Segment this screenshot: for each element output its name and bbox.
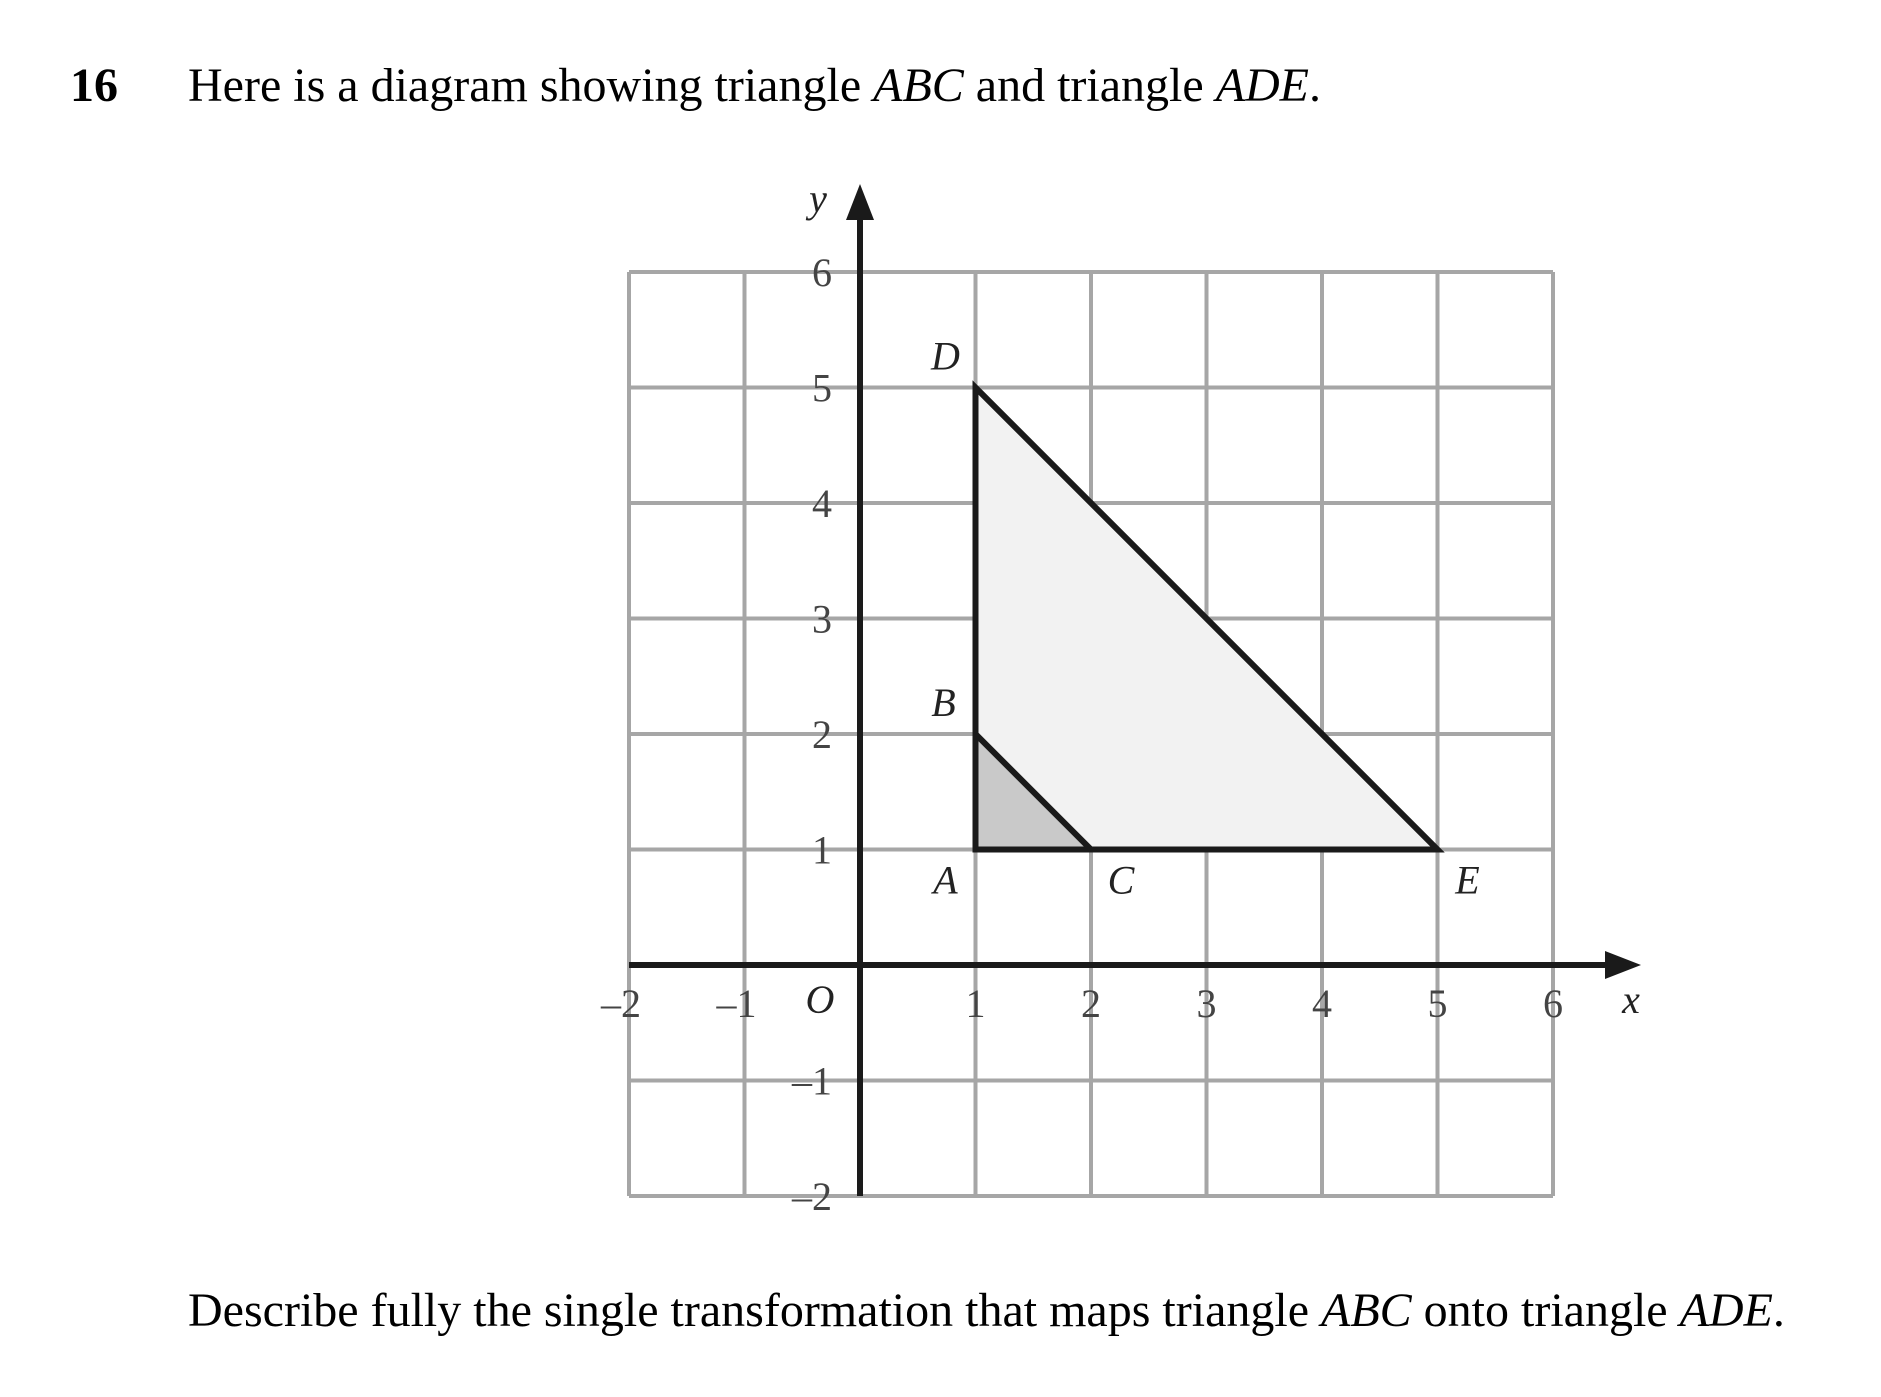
question-prompt xyxy=(188,1283,1785,1338)
x-tick-label: 2 xyxy=(1081,981,1101,1026)
x-tick-label: 4 xyxy=(1312,981,1332,1026)
x-tick-label: –2 xyxy=(601,981,641,1026)
prompt-text: Describe fully the single transformation that maps triangle xyxy=(188,1284,1322,1337)
y-tick-label: –2 xyxy=(792,1174,832,1219)
x-tick-label: 3 xyxy=(1196,981,1217,1026)
vertex-label-c: C xyxy=(1107,857,1135,903)
intro-and: and triangle xyxy=(963,59,1216,112)
y-tick-label: 6 xyxy=(812,250,832,295)
origin-label: O xyxy=(805,977,835,1022)
intro-ade: ADE xyxy=(1215,59,1309,112)
intro-end: . xyxy=(1309,59,1321,112)
vertex-label-e: E xyxy=(1455,857,1480,903)
y-tick-label: –1 xyxy=(792,1058,832,1104)
intro-text: Here is a diagram showing triangle xyxy=(188,59,874,112)
prompt-ade: ADE xyxy=(1679,1284,1773,1337)
x-tick-label: –1 xyxy=(716,981,757,1026)
y-tick-label: 3 xyxy=(812,596,832,642)
y-tick-label: 5 xyxy=(812,365,832,411)
x-tick-label: 1 xyxy=(965,981,986,1026)
prompt-end: . xyxy=(1772,1284,1785,1337)
vertex-label-d: D xyxy=(931,333,960,379)
question-number: 16 xyxy=(70,59,118,112)
x-tick-label: 6 xyxy=(1543,981,1563,1026)
y-tick-label: 2 xyxy=(812,712,832,757)
vertex-label-b: B xyxy=(931,680,956,725)
x-tick-label: 5 xyxy=(1427,981,1448,1026)
vertex-label-a: A xyxy=(933,857,958,903)
y-tick-label: 4 xyxy=(812,481,832,526)
y-axis-label: y xyxy=(809,176,827,221)
intro-abc: ABC xyxy=(873,59,964,112)
prompt-onto: onto triangle xyxy=(1411,1284,1680,1337)
x-axis-label: x xyxy=(1622,977,1640,1022)
prompt-abc: ABC xyxy=(1321,1284,1412,1337)
y-axis-arrow-icon xyxy=(846,184,874,220)
y-tick-label: 1 xyxy=(812,827,832,873)
x-axis-arrow-icon xyxy=(1605,951,1641,979)
